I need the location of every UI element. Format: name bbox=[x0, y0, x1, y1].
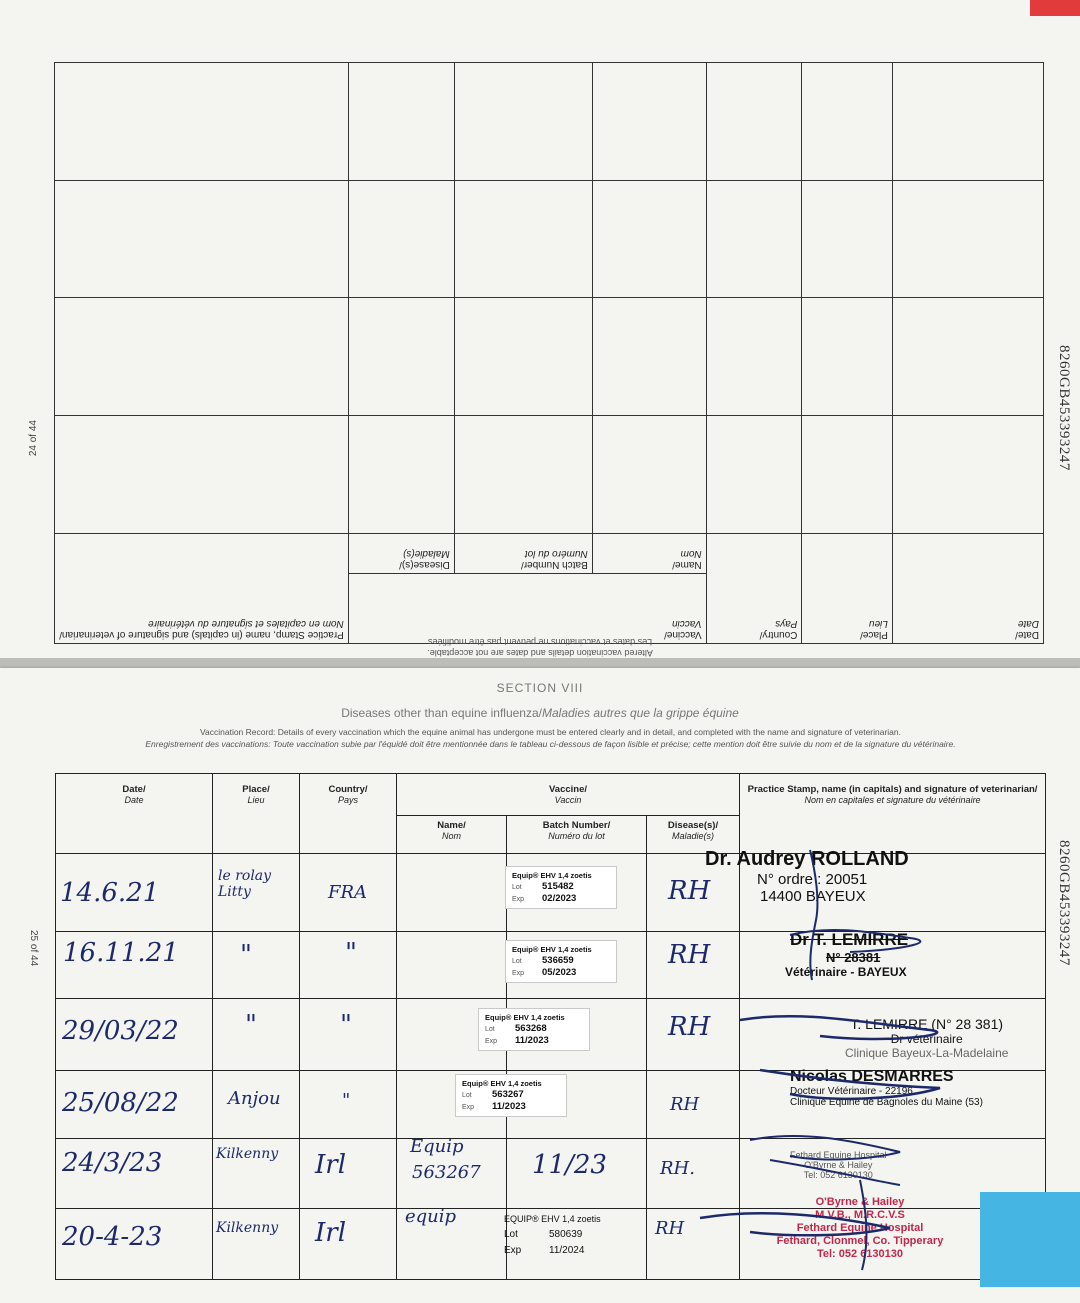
row4-vaccine-sticker: Equip® EHV 1,4 zoetis Lot 563267 Exp 11/2023 bbox=[455, 1074, 567, 1117]
section-subtitle: Diseases other than equine influenza/Maladies autres que la grippe équine bbox=[341, 706, 739, 720]
row4-country: " bbox=[342, 1090, 351, 1111]
row6-country: Irl bbox=[315, 1218, 347, 1248]
row1-country: FRA bbox=[328, 882, 368, 903]
page-number-top: 24 of 44 bbox=[28, 420, 39, 457]
row5-batch: 563267 bbox=[412, 1162, 481, 1183]
row5-vaccine-name: Equip bbox=[410, 1136, 464, 1157]
row6-place: Kilkenny bbox=[216, 1220, 279, 1236]
col-batch: Batch Number/ Numéro du lot bbox=[507, 816, 647, 854]
row3-stamp: T. LEMIRRE (N° 28 381) Dr vétérinaire Clinique Bayeux-La-Madelaine bbox=[845, 1016, 1009, 1060]
row3-country: " bbox=[340, 1010, 352, 1040]
row4-disease: RH bbox=[670, 1094, 700, 1115]
upside-down-vaccination-table: Date/ Date Place/ Lieu Country/ Pays Vaccine/ Vaccin Practice Stamp, name (in capitals) and signature of veterinarian/ Nom en capitales et signature du vétérinaire Name/ Nom Batch Number/ Numéro du lot Disease(s)/ Maladie(s) bbox=[54, 62, 1044, 644]
section-title: SECTION VIII bbox=[496, 681, 584, 695]
col-stamp: Practice Stamp, name (in capitals) and signature of veterinarian/ Nom en capitales et signature du vétérinaire bbox=[740, 774, 1046, 854]
row2-disease: RH bbox=[668, 940, 711, 970]
row1-stamp: Dr. Audrey ROLLAND N° ordre : 20051 14400 BAYEUX bbox=[705, 848, 909, 905]
row4-date: 25/08/22 bbox=[62, 1088, 179, 1118]
red-tab bbox=[1030, 0, 1080, 16]
row2-place: " bbox=[240, 940, 252, 970]
upside-down-note: Altered vaccination details and dates are not acceptable. Les dates et vaccinations ne peuvent pas être modifiées bbox=[427, 637, 653, 658]
row2-country: " bbox=[345, 938, 357, 968]
col-disease: Disease(s)/ Maladie(s) bbox=[647, 816, 740, 854]
row3-vaccine-sticker: Equip® EHV 1,4 zoetis Lot 563268 Exp 11/2023 bbox=[478, 1008, 590, 1051]
row3-place: " bbox=[245, 1010, 257, 1040]
row4-stamp: Nicolas DESMARRES Docteur Vétérinaire - 22196 Clinique Equine de Bagnoles du Maine (53) bbox=[790, 1068, 983, 1108]
row6-disease: RH bbox=[655, 1218, 685, 1239]
row2-stamp: Dr T. LEMIRRE N° 28381 Vétérinaire - BAYEUX bbox=[785, 930, 909, 979]
row5-expiry: 11/23 bbox=[532, 1150, 607, 1180]
serial-number-bottom: 8260GB453393247 bbox=[1056, 840, 1072, 966]
row6-vaccine-name: equip bbox=[405, 1206, 457, 1227]
row5-country: Irl bbox=[315, 1150, 347, 1180]
row5-disease: RH. bbox=[660, 1158, 695, 1179]
row4-place: Anjou bbox=[228, 1088, 281, 1109]
cyan-tab bbox=[980, 1192, 1080, 1287]
serial-number-top: 8260GB453393247 bbox=[1056, 345, 1072, 471]
row2-date: 16.11.21 bbox=[63, 938, 179, 968]
col-name: Name/ Nom bbox=[397, 816, 507, 854]
row6-stamp: O'Byrne & Hailey M.V.B., M.R.C.V.S Fethard Equine Hospital Fethard, Clonmel, Co. Tipperary Tel: 052 6130130 bbox=[776, 1196, 944, 1260]
row5-date: 24/3/23 bbox=[62, 1148, 163, 1178]
row1-disease: RH bbox=[668, 876, 711, 906]
row3-disease: RH bbox=[668, 1012, 711, 1042]
row6-date: 20-4-23 bbox=[62, 1222, 163, 1252]
col-vaccine: Vaccine/ Vaccin bbox=[397, 774, 740, 816]
row1-date: 14.6.21 bbox=[60, 878, 160, 908]
intro-text: Vaccination Record: Details of every vaccination which the equine animal has undergone must be entered clearly and in detail, and completed with the name and signature of veterinarian. Enregistrement des vaccinations: Toute vaccination subie par l'équidé doit être mentionnée dans le tableau ci-dessous de façon lisible et précise; cette mention doit être suivie du nom et de la signature du vétérinaire. bbox=[145, 727, 956, 749]
row2-vaccine-sticker: Equip® EHV 1,4 zoetis Lot 536659 Exp 05/2023 bbox=[505, 940, 617, 983]
col-place: Place/ Lieu bbox=[213, 774, 300, 854]
row1-place: le rolay Litty bbox=[218, 868, 272, 900]
row6-vaccine-sticker: EQUIP® EHV 1,4 zoetis Lot 580639 Exp 11/2024 bbox=[504, 1214, 601, 1256]
col-date: Date/ Date bbox=[56, 774, 213, 854]
signature-scribbles bbox=[640, 840, 1000, 1280]
col-country: Country/ Pays bbox=[300, 774, 397, 854]
row3-date: 29/03/22 bbox=[62, 1016, 179, 1046]
page-number-bottom: 25 of 44 bbox=[28, 930, 39, 967]
row1-vaccine-sticker: Equip® EHV 1,4 zoetis Lot 515482 Exp 02/2023 bbox=[505, 866, 617, 909]
row5-place: Kilkenny bbox=[216, 1146, 279, 1162]
row5-stamp: Fethard Equine Hospital O'Byrne & Hailey Tel: 052 6130130 bbox=[790, 1150, 887, 1180]
